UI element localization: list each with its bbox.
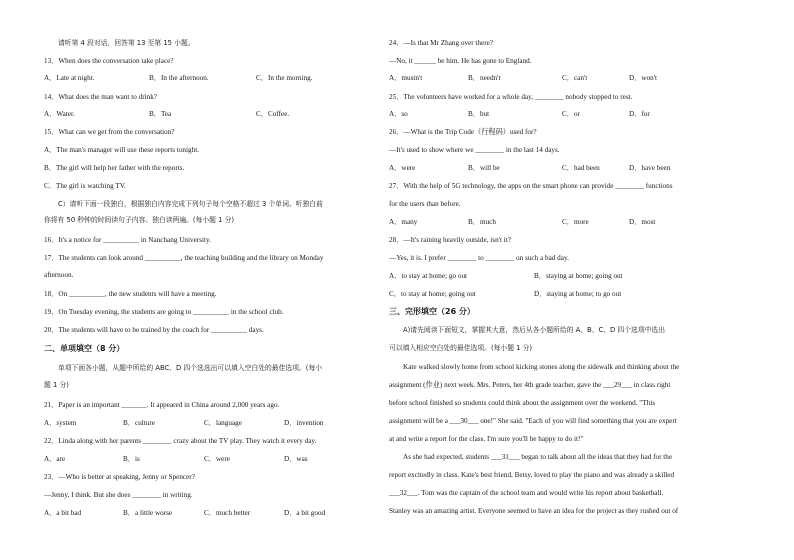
answer-option: D．have been (629, 164, 671, 172)
answer-option: A．are (44, 455, 66, 463)
answer-option: C．In the morning. (256, 74, 313, 82)
question-line: 13．When does the conversation take place? (44, 57, 174, 65)
question-line: 17．The students can look around __________, the teaching building and the library on Monday (44, 254, 324, 262)
question-line: A)请先阅读下面短文，掌握其大意，然后从各小题所给的 A、B、C、D 四个选项中选出 (403, 326, 666, 334)
question-line: 18．On __________, the new students will have a meeting. (44, 290, 217, 298)
answer-option: C．can't (562, 74, 588, 82)
answer-option: B．but (468, 110, 490, 118)
answer-option: B．staying at home; going out (534, 272, 623, 280)
question-line: 单项下面各小题，从题中所给的 ABC、D 四个选选出可以填入空白处的最佳选项。(每小 (58, 364, 323, 372)
question-line: —Jenny, I think. But she does ________ in writing. (44, 491, 193, 499)
question-line: 14．What does the man want to drink? (44, 93, 157, 101)
answer-option: C．Coffee. (256, 110, 290, 118)
question-line: 21．Paper is an important _______. It appeared in China around 2,000 years ago. (44, 401, 280, 409)
question-line: ___32___. Tom was the captain of the school team and would write his report about basketball. (389, 489, 664, 497)
answer-option: C．language (204, 419, 242, 427)
answer-option: A．many (389, 218, 418, 226)
question-line: 24．—Is that Mr Zhang over there? (389, 39, 493, 47)
answer-option: D．most (629, 218, 656, 226)
question-line: assignment (作业) next week. Mrs. Peters, her 4th grade teacher, gave the ___29___ in class right (389, 381, 671, 389)
question-line: for the users than before. (389, 200, 461, 208)
answer-option: D．invention (284, 419, 324, 427)
question-line: —No, it ______ be him. He has gone to England. (389, 57, 532, 65)
question-line: 15．What can we get from the conversation? (44, 128, 175, 136)
answer-option: B．much (468, 218, 496, 226)
question-line: 28．—It's raining heavily outside, isn't it? (389, 236, 511, 244)
answer-option: B．will be (468, 164, 500, 172)
question-line: —It's used to show where we ________ in the last 14 days. (389, 146, 560, 154)
answer-option: C．had been (562, 164, 600, 172)
answer-option: A．Late at night. (44, 74, 95, 82)
answer-option: B．Tea (149, 110, 172, 118)
question-line: Stanley was an amazing artist. Everyone seemed to have an idea for the project as they rushed out of (389, 507, 679, 515)
answer-option: B．needn't (468, 74, 501, 82)
answer-option: D．for (629, 110, 650, 118)
question-line: 可以填入相应空白处的最佳选项。(每小题 1 分) (389, 344, 533, 352)
answer-option: C．or (562, 110, 580, 118)
question-line: As she had expected, students ___31___ began to talk about all the ideas that they had for the (403, 453, 673, 461)
question-line: 你将有 50 秒钟的时间读句子内容。独白读两遍。(每小题 1 分) (44, 216, 235, 224)
section-heading: 三、完形填空（26 分） (389, 307, 475, 316)
answer-option: C．more (562, 218, 589, 226)
question-line: at and write a report for the class. I'm sure you'll be happy to do it!" (389, 435, 584, 443)
question-line: 27．With the help of 5G technology, the apps on the smart phone can provide ________ functions (389, 182, 673, 190)
answer-option: A．to stay at home; go out (389, 272, 468, 280)
question-line: afternoon. (44, 271, 74, 279)
answer-option: D．a bit good (284, 509, 326, 517)
question-line: C．The girl is watching TV. (44, 182, 126, 190)
question-line: B．The girl will help her father with the reports. (44, 164, 185, 172)
question-line: 23．—Who is better at speaking, Jenny or Spencer? (44, 473, 195, 481)
answer-option: C．to stay at home; going out (389, 290, 476, 298)
answer-option: A．were (389, 164, 416, 172)
question-line: 请听第 4 段对话，回答第 13 至第 15 小题。 (58, 39, 195, 47)
question-line: C）请听下面一段独白，根据独白内容完成下列句子每个空格不超过 3 个单词。听独白前 (58, 200, 323, 208)
question-line: 25．The volunteers have worked for a whole day, ________ nobody stopped to rest. (389, 93, 633, 101)
question-line: 26．—What is the Trip Code（行程码）used for? (389, 128, 537, 136)
answer-option: A．Water. (44, 110, 75, 118)
answer-option: B．a little worse (123, 509, 173, 517)
question-line: report excitedly in class. Kate's best friend, Betsy, loved to play the piano and was already a skilled (389, 471, 675, 479)
answer-option: C．much better (204, 509, 251, 517)
question-line: Kate walked slowly home from school kicking stones along the sidewalk and thinking about the (403, 363, 680, 371)
answer-option: A．system (44, 419, 77, 427)
answer-option: D．staying at home; to go out (534, 290, 622, 298)
question-line: 22．Linda along with her parents ________ crazy about the TV play. They watch it every day. (44, 437, 317, 445)
answer-option: B．culture (123, 419, 155, 427)
answer-option: B．is (123, 455, 140, 463)
answer-option: A．so (389, 110, 408, 118)
question-line: 16．It's a notice for __________ in Nanchang University. (44, 236, 211, 244)
question-line: assignment will be a ___30___ one!" She said. "Each of you will find something that you are expert (389, 417, 677, 425)
question-line: 题 1 分) (44, 381, 69, 389)
answer-option: D．was (284, 455, 308, 463)
section-heading: 二、单项填空（8 分） (44, 344, 125, 353)
answer-option: A．a bit bad (44, 509, 82, 517)
answer-option: D．won't (629, 74, 658, 82)
question-line: —Yes, it is. I prefer ________ to ________ on such a bad day. (389, 254, 569, 262)
question-line: A．The man's manager will use these reports tonight. (44, 146, 199, 154)
answer-option: B．In the afternoon. (149, 74, 209, 82)
question-line: before school finished so students could think about the assignment over the weekend. "This (389, 399, 656, 407)
question-line: 19．On Tuesday evening, the students are going to __________ in the school club. (44, 308, 284, 316)
answer-option: C．were (204, 455, 230, 463)
answer-option: A．mustn't (389, 74, 423, 82)
question-line: 20．The students will have to be trained by the coach for __________ days. (44, 326, 264, 334)
